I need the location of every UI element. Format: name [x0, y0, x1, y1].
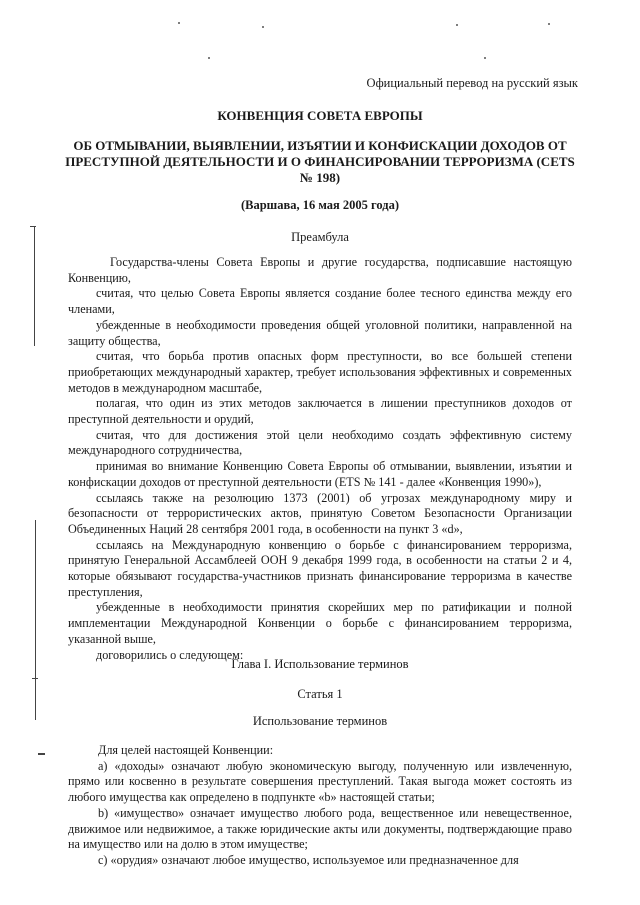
margin-scan-mark [30, 226, 36, 227]
scan-speck [178, 22, 180, 24]
scan-speck [262, 26, 264, 28]
article-title: Использование терминов [252, 714, 388, 728]
preamble-paragraph: считая, что целью Совета Европы является создание более тесного единства между его членами, [68, 286, 572, 317]
preamble-paragraph: убежденные в необходимости принятия скорейших мер по ратификации и полной имплементации Международной Конвенции о борьбе с финансированием терроризма, указанной выше, [68, 600, 572, 646]
margin-scan-mark [38, 753, 45, 755]
preamble-paragraph: ссылаясь также на резолюцию 1373 (2001) об угрозах международному миру и безопасности от террористических актов, принятую Советом Безопасности Организации Объединенных Наций 28 сентября 2001 года, в особенности на пункт 3 «d», [68, 490, 572, 536]
convention-org-title: КОНВЕНЦИЯ СОВЕТА ЕВРОПЫ [217, 108, 423, 123]
preamble-paragraph: считая, что для достижения этой цели необходимо создать эффективную систему международного сотрудничества, [68, 427, 572, 458]
preamble-paragraph: принимая во внимание Конвенцию Совета Европы об отмывании, выявлении, изъятии и конфискации доходов от преступной деятельности (ETS № 141 - далее «Конвенция 1990»), [68, 459, 572, 489]
definitions-intro: Для целей настоящей Конвенции: [98, 743, 274, 757]
preamble-paragraph: Государства-члены Совета Европы и другие государства, подписавшие настоящую Конвенцию, [68, 255, 572, 285]
definition-item: b) «имущество» означает имущество любого рода, вещественное или невещественное, движимое или недвижимое, а также юридические акты или документы, подтверждающие право на имущество или на долю в этом имуществе; [68, 805, 572, 852]
convention-main-title: ОБ ОТМЫВАНИИ, ВЫЯВЛЕНИИ, ИЗЪЯТИИ И КОНФИСКАЦИИ ДОХОДОВ ОТ ПРЕСТУПНОЙ ДЕЯТЕЛЬНОСТИ И О ФИНАНСИРОВАНИИ ТЕРРОРИЗМА (CETS № 198) [65, 138, 575, 185]
margin-scan-line [35, 520, 36, 720]
definitions-list [68, 743, 572, 869]
scan-speck [456, 24, 458, 26]
margin-scan-line [34, 226, 35, 346]
preamble-paragraph: убежденные в необходимости проведения общей уголовной политики, направленной на защиту общества, [68, 317, 572, 348]
preamble-paragraph: полагая, что один из этих методов заключается в лишении преступников доходов от преступной деятельности и орудий, [68, 396, 572, 427]
definition-item: a) «доходы» означают любую экономическую выгоду, полученную или извлеченную, прямо или косвенно в результате совершения преступлений. Такая выгода может состоять из любого имущества как определено в подпункте «b» настоящей статьи; [68, 758, 572, 805]
preamble-paragraph: ссылаясь на Международную конвенцию о борьбе с финансированием терроризма, принятую Генеральной Ассамблеей ООН 9 декабря 1999 года, в особенности на статьи 2 и 4, которые обязывают государства-участников признать финансирование терроризма в качестве преступления, [68, 537, 572, 599]
scan-speck [208, 57, 210, 59]
scan-speck [484, 57, 486, 59]
margin-scan-mark [32, 678, 38, 679]
preamble-body [68, 255, 572, 663]
preamble-paragraph: считая, что борьба против опасных форм преступности, во все большей степени приобретающих международный характер, требует использования эффективных и современных методов в международном масштабе, [68, 349, 572, 395]
scan-speck [548, 23, 550, 25]
translation-note: Официальный перевод на русский язык [366, 76, 578, 90]
convention-date: (Варшава, 16 мая 2005 года) [240, 198, 400, 212]
preamble-heading: Преамбула [291, 230, 349, 244]
definition-item: c) «орудия» означают любое имущество, используемое или предназначенное для [98, 852, 519, 867]
article-number: Статья 1 [297, 687, 343, 701]
chapter-heading: Глава I. Использование терминов [231, 657, 409, 671]
preamble-paragraph: договорились о следующем: [96, 647, 244, 662]
